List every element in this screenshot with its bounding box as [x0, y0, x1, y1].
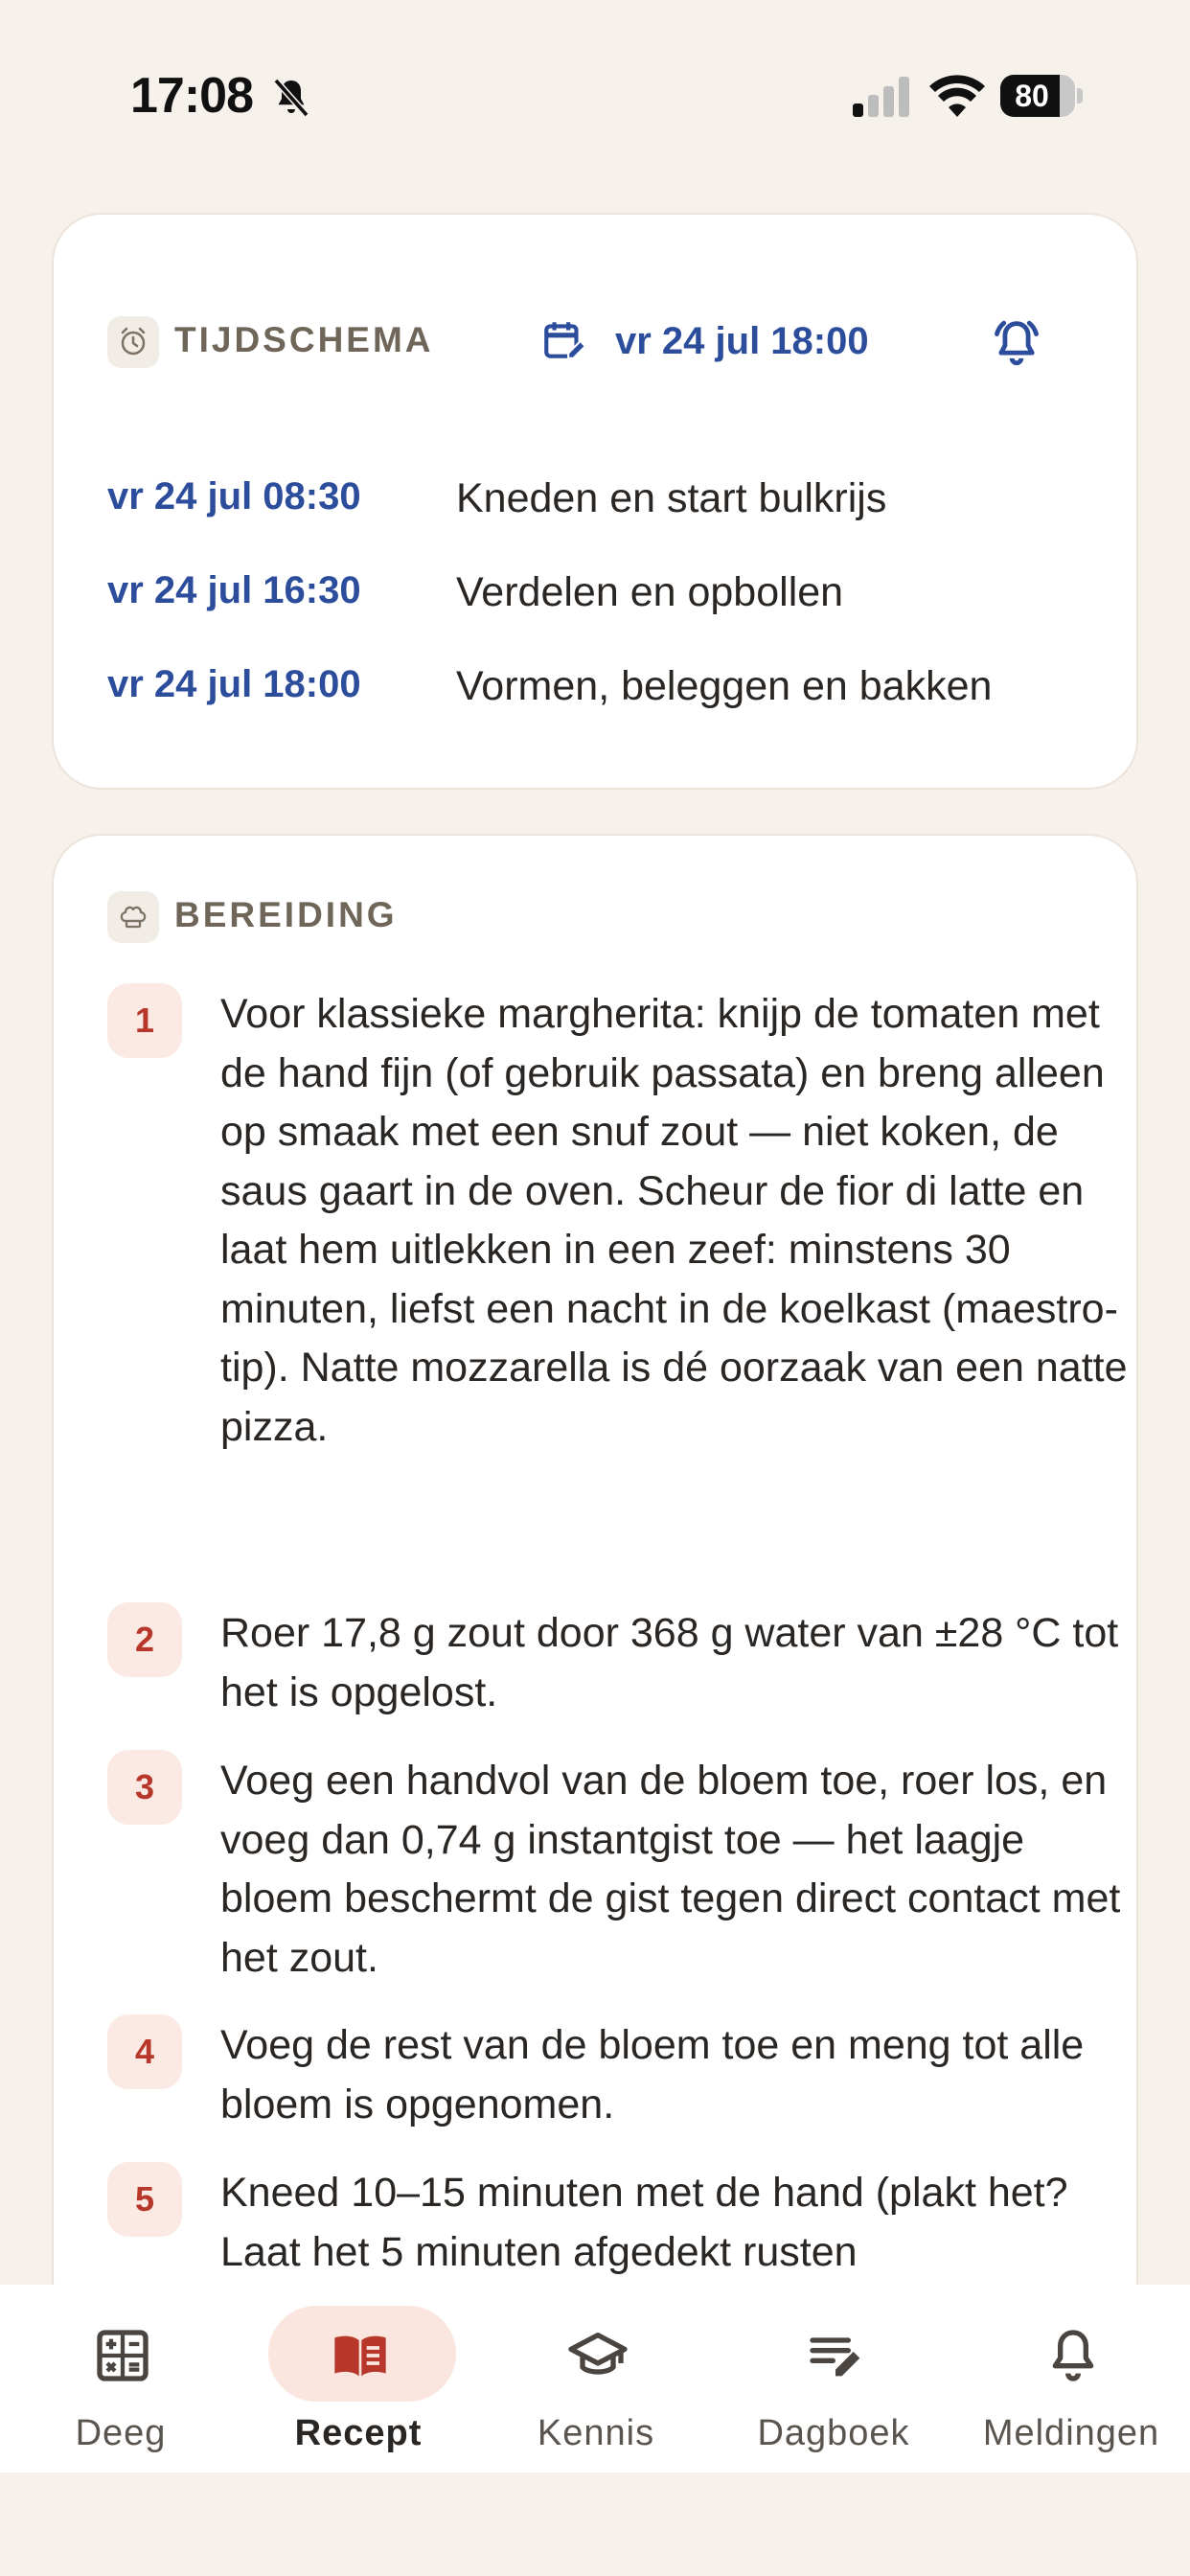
- schedule-row-label: Vormen, beleggen en bakken: [456, 663, 993, 709]
- status-bar: [0, 0, 1190, 192]
- bottom-navigation: [0, 2285, 1190, 2472]
- nav-item-kennis[interactable]: [477, 2285, 715, 2472]
- graduation-cap-icon: [567, 2325, 629, 2386]
- nav-label: Kennis: [537, 2413, 655, 2453]
- schedule-row-label: Verdelen en opbollen: [456, 569, 844, 615]
- nav-item-meldingen[interactable]: [952, 2285, 1190, 2472]
- nav-item-recept[interactable]: [240, 2285, 477, 2472]
- step-number: 5: [107, 2162, 182, 2237]
- preparation-card: [52, 834, 1138, 2329]
- preparation-title: BEREIDING: [174, 895, 398, 934]
- schedule-row-label: Kneden en start bulkrijs: [456, 475, 887, 521]
- step-number: 4: [107, 2014, 182, 2089]
- step-text: Roer 17,8 g zout door 368 g water van ±28 °C tot het is opgelost.: [220, 1610, 1119, 1715]
- step-number: 2: [107, 1602, 182, 1677]
- step-text: Voeg een handvol van de bloem toe, roer los, en voeg dan 0,74 g instantgist toe — het laagje bloem beschermt de gist tegen direct contact met het zout.: [220, 1758, 1121, 1981]
- status-time: 17:08: [130, 68, 253, 124]
- nav-label: Meldingen: [982, 2413, 1160, 2453]
- nav-label: Recept: [294, 2413, 423, 2453]
- open-book-icon: [330, 2325, 391, 2386]
- calculator-icon: [92, 2325, 153, 2386]
- bell-slash-icon: [268, 75, 314, 121]
- alarm-bell-icon[interactable]: [989, 314, 1044, 370]
- notes-edit-icon: [805, 2325, 866, 2386]
- schedule-target-datetime[interactable]: vr 24 jul 18:00: [615, 320, 869, 362]
- nav-item-dagboek[interactable]: [715, 2285, 952, 2472]
- step-text: Kneed 10–15 minuten met de hand (plakt het? Laat het 5 minuten afgedekt rusten: [220, 2170, 1068, 2275]
- chef-hat-icon: [107, 891, 159, 943]
- step-number: 1: [107, 983, 182, 1058]
- alarm-clock-icon: [107, 316, 159, 368]
- home-indicator-area: [0, 2472, 1190, 2576]
- wifi-icon: [929, 75, 985, 117]
- schedule-title: TIJDSCHEMA: [174, 320, 434, 359]
- nav-item-deeg[interactable]: [2, 2285, 240, 2472]
- step-text: Voor klassieke margherita: knijp de tomaten met de hand fijn (of gebruik passata) en breng alleen op smaak met een snuf zout — niet koken, de saus gaart in de oven. Scheur de fior di latte en laat hem uitlekken in een zeef: minstens 30 minuten, liefst een nacht in de koelkast (maestro-tip). Natte mozzarella is dé oorzaak van een natte pizza.: [220, 991, 1128, 1450]
- bell-icon: [1042, 2325, 1104, 2386]
- cellular-signal-icon: [851, 77, 912, 117]
- schedule-row-time: vr 24 jul 18:00: [107, 663, 361, 705]
- step-number: 3: [107, 1750, 182, 1825]
- step-text: Voeg de rest van de bloem toe en meng tot alle bloem is opgenomen.: [220, 2022, 1085, 2128]
- calendar-edit-icon[interactable]: [540, 316, 588, 364]
- schedule-row-time: vr 24 jul 16:30: [107, 569, 361, 611]
- nav-label: Deeg: [75, 2413, 167, 2453]
- nav-label: Dagboek: [757, 2413, 910, 2453]
- battery-percentage: 80: [1015, 79, 1049, 113]
- schedule-row-time: vr 24 jul 08:30: [107, 475, 361, 518]
- schedule-card: [52, 213, 1138, 790]
- battery-icon: [1000, 75, 1083, 117]
